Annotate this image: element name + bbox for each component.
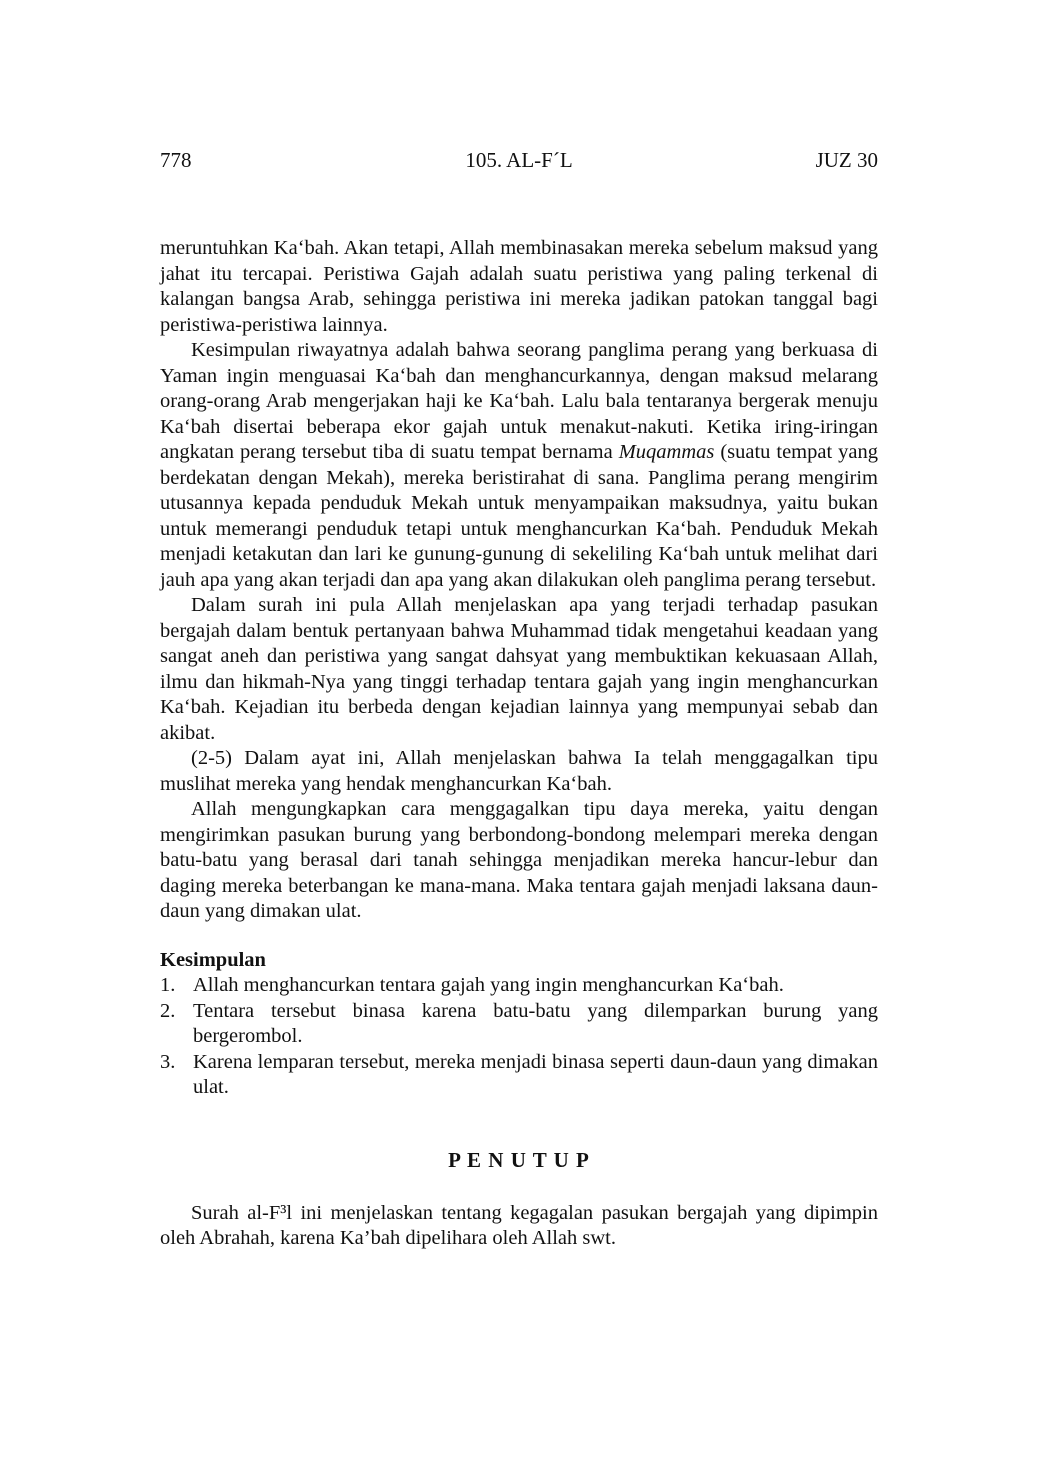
conclusion-item-number: 2.	[160, 999, 176, 1022]
paragraph	[160, 593, 878, 746]
text-run: Allah mengungkapkan cara menggagalkan tipu daya mereka, yaitu dengan mengirimkan pasukan burung yang berbondong-bondong melempari mereka dengan batu-batu yang berasal dari tanah sehingga menjadikan mereka hancur-lebur dan daging mereka beterbangan ke mana-mana. Maka tentara gajah menjadi laksana daun-daun yang dimakan ulat.	[160, 798, 878, 922]
paragraphs-container	[160, 236, 878, 925]
kesimpulan-heading: Kesimpulan	[160, 948, 266, 971]
text-run: (2-5) Dalam ayat ini, Allah menjelaskan bahwa Ia telah menggagalkan tipu muslihat mereka yang hendak menghancurkan Ka‘bah.	[160, 747, 878, 795]
paragraph	[160, 797, 878, 925]
conclusion-item-text: Allah menghancurkan tentara gajah yang ingin menghancurkan Ka‘bah.	[193, 974, 784, 996]
paragraph	[160, 746, 878, 797]
text-run: Kesimpulan riwayatnya adalah bahwa seorang panglima perang yang berkuasa di Yaman ingin menguasai Ka‘bah dan menghancurkannya, dengan maksud melarang orang-orang Arab mengerjakan haji ke Ka‘bah. Lalu bala tentaranya bergerak menuju Ka‘bah disertai beberapa ekor gajah untuk menakut-nakuti. Ketika iring-iringan angkatan perang tersebut tiba di suatu tempat bernama	[160, 339, 878, 463]
page-header	[160, 148, 878, 172]
conclusion-item-text: Tentara tersebut binasa karena batu-batu yang dilemparkan burung yang bergerombol.	[193, 999, 878, 1047]
conclusion-item	[160, 973, 878, 999]
paragraph	[160, 236, 878, 338]
juz-label: JUZ 30	[815, 148, 878, 172]
italic-text-run: Muqammas	[618, 441, 715, 463]
conclusion-item-number: 3.	[160, 1050, 176, 1073]
text-run: (suatu tempat yang berdekatan dengan Mekah), mereka beristirahat di sana. Panglima perang mengirim utusannya kepada penduduk Mekah untuk menyampaikan maksudnya, yaitu bukan untuk memerangi penduduk tetapi untuk menghancurkan Ka‘bah. Penduduk Mekah menjadi ketakutan dan lari ke gunung-gunung di sekeliling Ka‘bah untuk melihat dari jauh apa yang akan terjadi dan apa yang akan dilakukan oleh panglima perang tersebut.	[160, 441, 878, 591]
penutup-paragraph: Surah al-F³l ini menjelaskan tentang kegagalan pasukan bergajah yang dipimpin oleh Abrahah, karena Ka’bah dipelihara oleh Allah swt.	[160, 1201, 878, 1249]
page-number: 778	[160, 148, 192, 172]
conclusion-item	[160, 1050, 878, 1101]
text-run: meruntuhkan Ka‘bah. Akan tetapi, Allah membinasakan mereka sebelum maksud yang jahat itu tercapai. Peristiwa Gajah adalah suatu peristiwa yang paling terkenal di kalangan bangsa Arab, sehingga peristiwa ini mereka jadikan patokan tanggal bagi peristiwa-peristiwa lainnya.	[160, 237, 878, 336]
kesimpulan-list	[160, 973, 878, 1101]
conclusion-item-text: Karena lemparan tersebut, mereka menjadi binasa seperti daun-daun yang dimakan ulat.	[193, 1050, 878, 1098]
body-text	[160, 236, 878, 1252]
conclusion-item-number: 1.	[160, 974, 176, 996]
penutup-heading: P E N U T U P	[448, 1147, 590, 1172]
paragraph	[160, 338, 878, 593]
text-run: Dalam surah ini pula Allah menjelaskan apa yang terjadi terhadap pasukan bergajah dalam bentuk pertanyaan bahwa Muhammad tidak mengetahui keadaan yang sangat aneh dan peristiwa yang sangat dahsyat yang membuktikan kekuasaan Allah, ilmu dan hikmah-Nya yang tinggi terhadap tentara gajah yang ingin menghancurkan Ka‘bah. Kejadian itu berbeda dengan kejadian lainnya yang mempunyai sebab dan akibat.	[160, 594, 878, 744]
conclusion-item	[160, 999, 878, 1050]
running-title: 105. AL-F´L	[465, 148, 573, 172]
